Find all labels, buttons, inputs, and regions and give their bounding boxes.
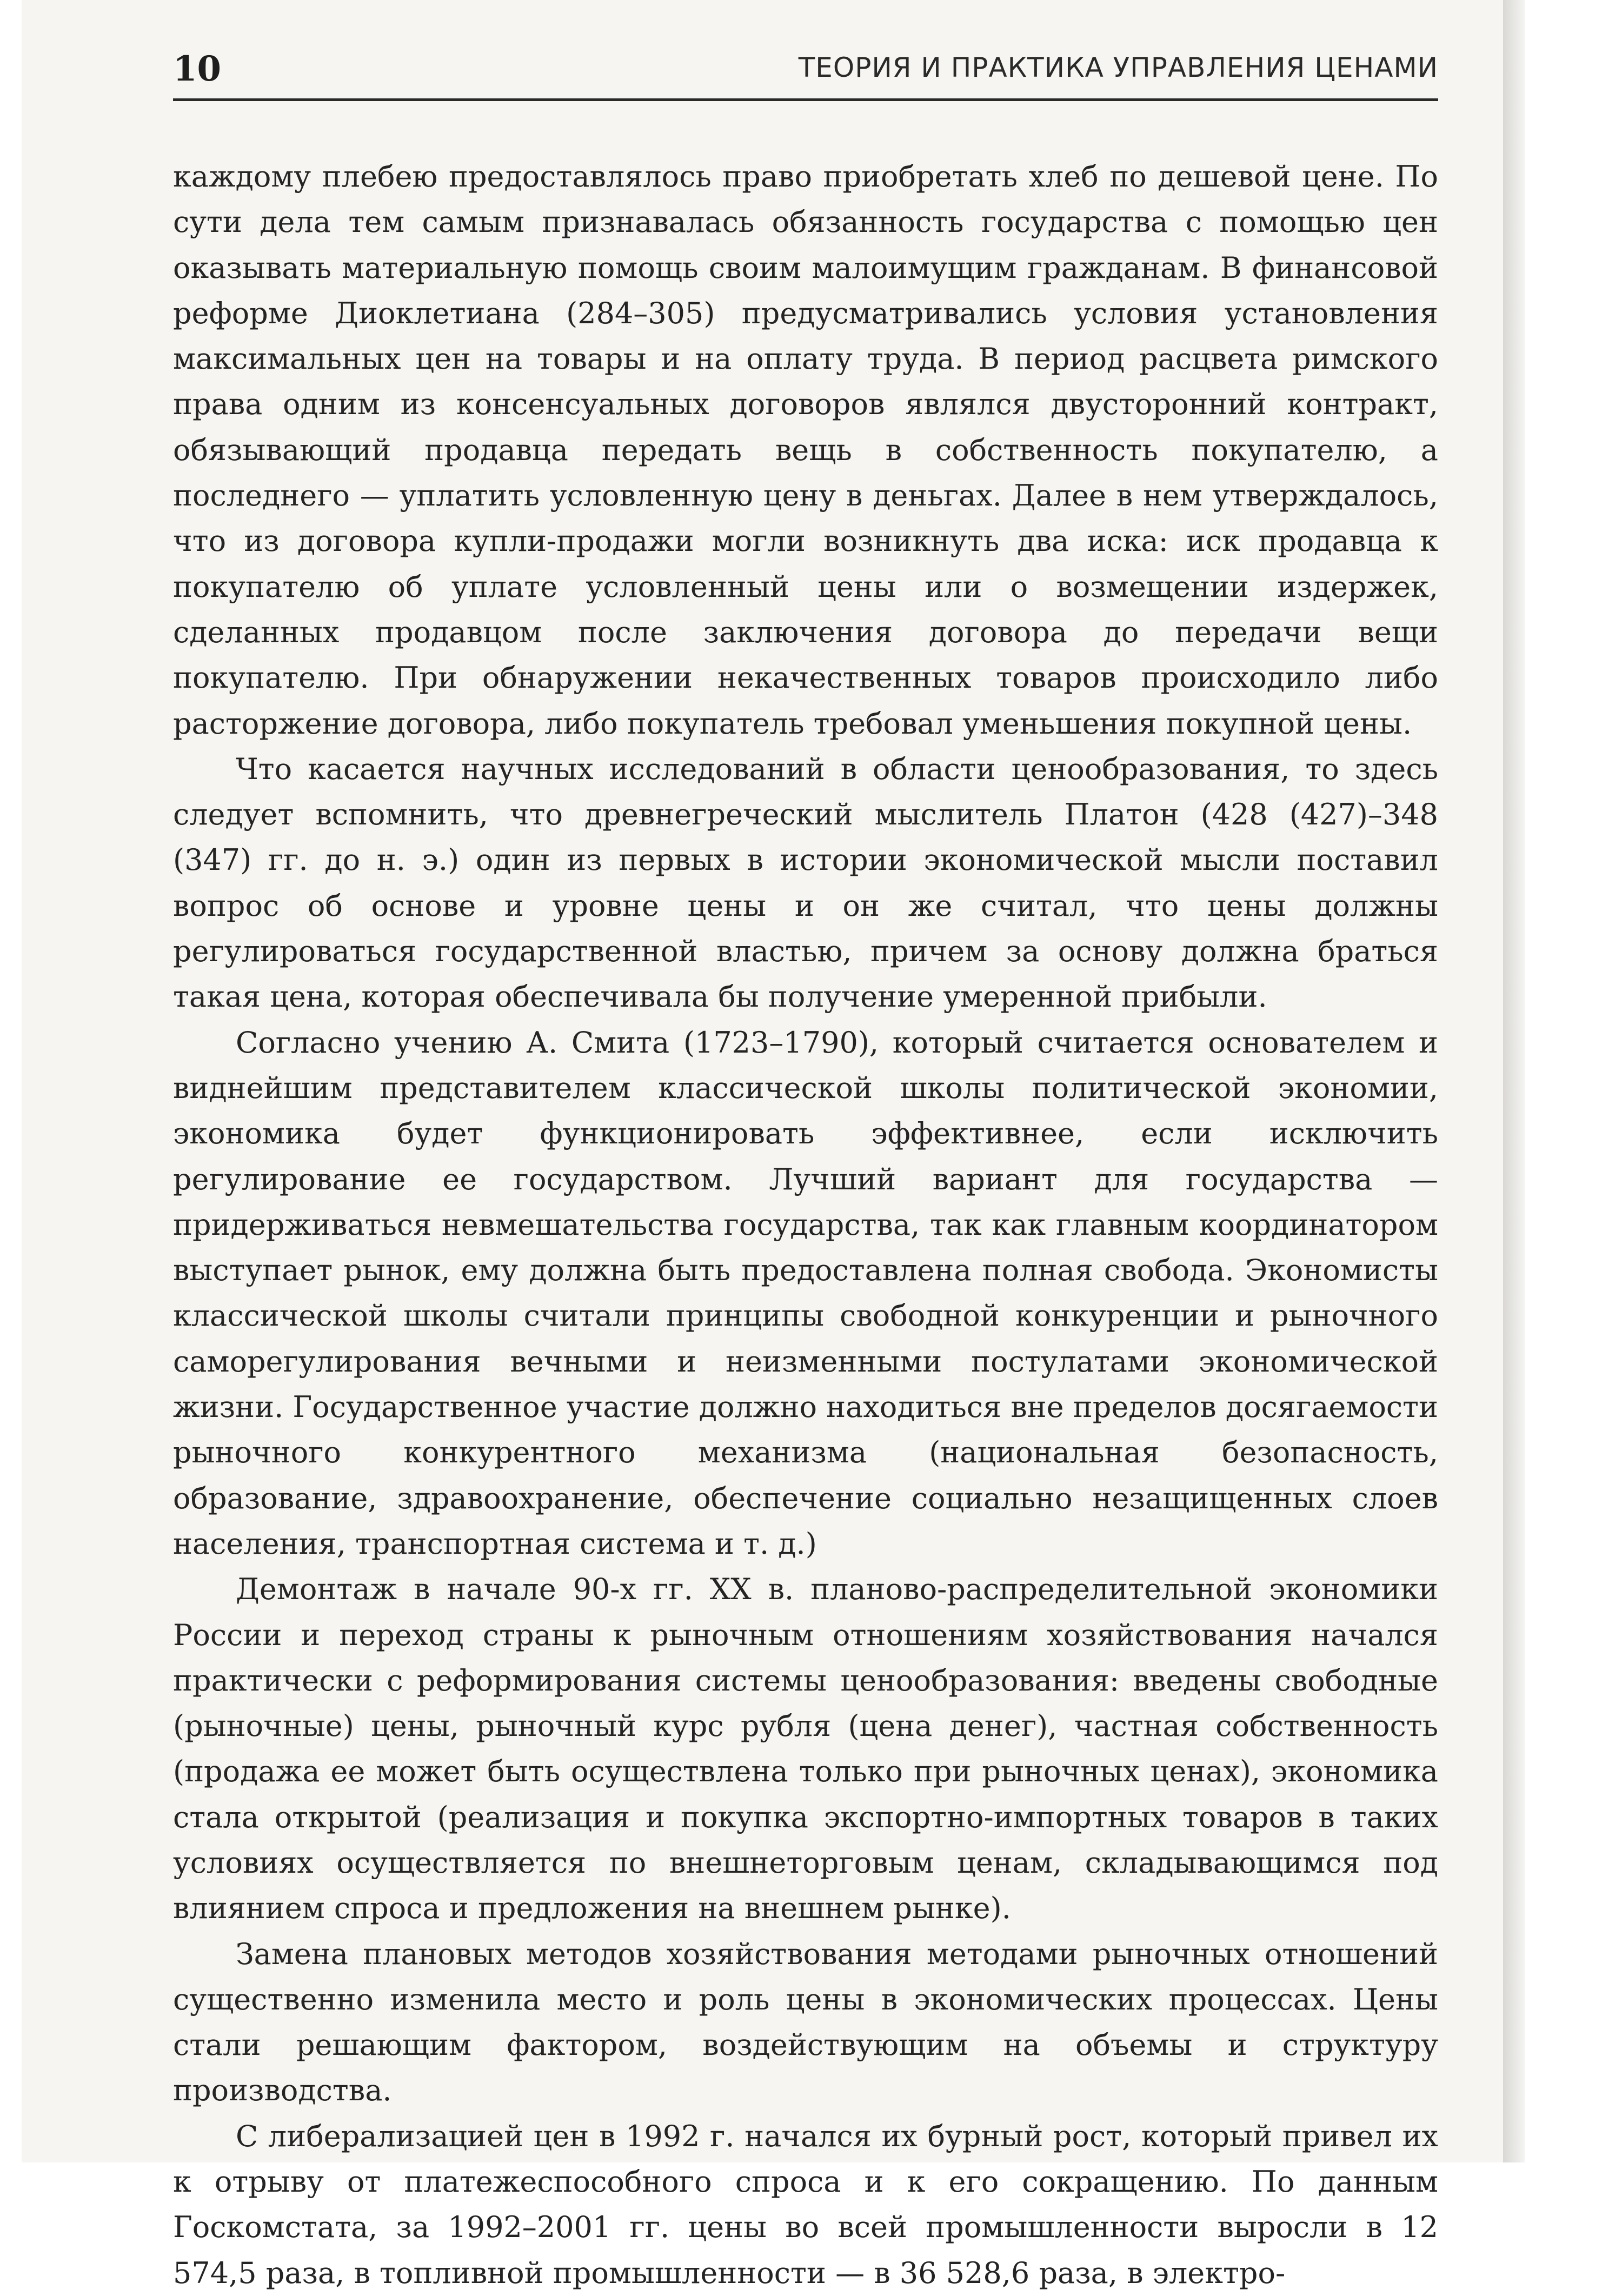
body-text <box>173 154 1438 2296</box>
paragraph-1: каждому плебею предоставлялось право приобретать хлеб по дешевой цене. По сути дела тем самым признавалась обязанность государства с помощью цен оказывать материальную помощь своим малоимущим гражданам. В финансовой реформе Диоклетиана (284–305) предусматривались условия установления максимальных цен на товары и на оплату труда. В период расцвета римского права одним из консенсуальных договоров являлся двусторонний контракт, обязывающий продавца передать вещь в собственность покупателю, а последнего — уплатить условленную цену в деньгах. Далее в нем утверждалось, что из договора купли-продажи могли возникнуть два иска: иск продавца к покупателю об уплате условленный цены или о возмещении издержек, сделанных продавцом после заключения договора до передачи вещи покупателю. При обнаружении некачественных товаров происходило либо расторжение договора, либо покупатель требовал уменьшения покупной цены. <box>173 159 1438 741</box>
paragraph-5: Замена плановых методов хозяйствования методами рыночных отношений существенно изменила место и роль цены в экономических процессах. Цены стали решающим фактором, воздействующим на объемы и структуру производства. <box>173 1936 1438 2108</box>
paragraph-2: Что касается научных исследований в области ценообразования, то здесь следует вспомнить, что древнегреческий мыслитель Платон (428 (427)–348 (347) гг. до н. э.) один из первых в истории экономической мысли поставил вопрос об основе и уровне цены и он же считал, что цены должны регулироваться государственной властью, причем за основу должна браться такая цена, которая обеспечивала бы получение умеренной прибыли. <box>173 751 1438 1014</box>
page-edge-shadow <box>1503 0 1525 2162</box>
header-rule <box>173 98 1438 101</box>
paragraph-3: Согласно учению А. Смита (1723–1790), который считается основателем и виднейшим представителем классической школы политической экономии, экономика будет функционировать эффективнее, если исключить регулирование ее государством. Лучший вариант для государства — придерживаться невмешательства государства, так как главным координатором выступает рынок, ему должна быть предоставлена полная свобода. Экономисты классической школы считали принципы свободной конкуренции и рыночного саморегулирования вечными и неизменными постулатами экономической жизни. Государственное участие должно находиться вне пределов досягаемости рыночного конкурентного механизма (национальная безопасность, образование, здравоохранение, обеспечение социально незащищенных слоев населения, транспортная система и т. д.) <box>173 1025 1439 1561</box>
running-title: ТЕОРИЯ И ПРАКТИКА УПРАВЛЕНИЯ ЦЕНАМИ <box>798 52 1438 83</box>
page-number: 10 <box>173 49 222 89</box>
paragraph-4: Демонтаж в начале 90-х гг. XX в. планово-распределительной экономики России и переход страны к рыночным отношениям хозяйствования начался практически с реформирования системы ценообразования: введены свободные (рыночные) цены, рыночный курс рубля (цена денег), частная собственность (продажа ее может быть осуществлена только при рыночных ценах), экономика стала открытой (реализация и покупка экспортно-импортных товаров в таких условиях осуществляется по внешнеторговым ценам, складывающимся под влиянием спроса и предложения на внешнем рынке). <box>173 1572 1438 1926</box>
page-header <box>173 48 1438 107</box>
paragraph-6: С либерализацией цен в 1992 г. начался их бурный рост, который привел их к отрыву от платежеспособного спроса и к его сокращению. По данным Госкомстата, за 1992–2001 гг. цены во всей промышленности выросли в 12 574,5 раза, в топливной промышленности — в 36 528,6 раза, в электро- <box>173 2119 1438 2290</box>
